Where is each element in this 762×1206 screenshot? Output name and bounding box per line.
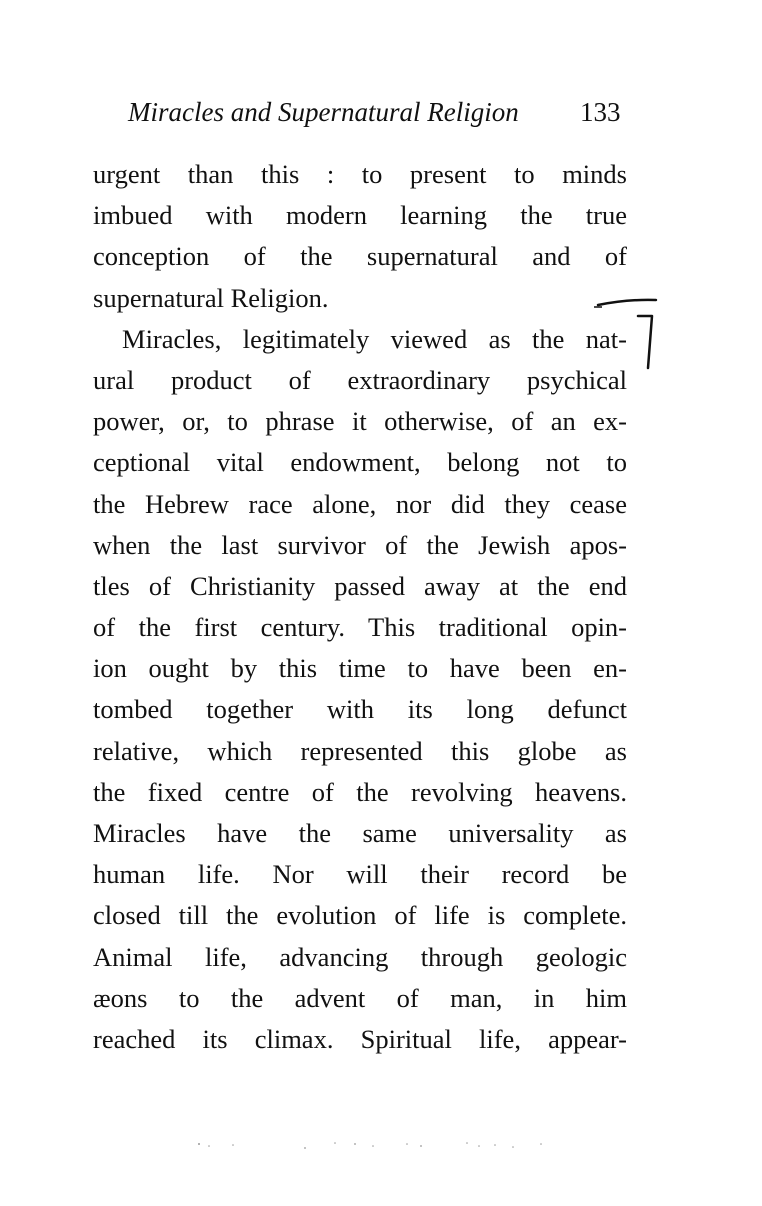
text-line: power, or, to phrase it otherwise, of an ex-: [93, 406, 627, 437]
text-line: Animal life, advancing through geologic: [93, 941, 627, 972]
body-text: [93, 154, 627, 1060]
text-line: Miracles have the same universality as: [93, 818, 627, 848]
text-line: when the last survivor of the Jewish apos-: [93, 529, 627, 560]
running-header: [128, 92, 628, 132]
text-line: reached its climax. Spiritual life, appear-: [93, 1023, 627, 1054]
text-line: æons to the advent of man, in him: [93, 982, 627, 1013]
text-line: ceptional vital endowment, belong not to: [93, 447, 627, 478]
text-line: imbued with modern learning the true: [93, 200, 627, 231]
text-line: supernatural Religion.: [93, 282, 329, 313]
scan-noise: [195, 1138, 555, 1152]
margin-bracket-mark-icon: [588, 283, 658, 383]
text-line: urgent than this : to present to minds: [93, 159, 627, 189]
text-line: the Hebrew race alone, nor did they cease: [93, 488, 627, 519]
text-line: relative, which represented this globe as: [93, 735, 627, 766]
text-line: closed till the evolution of life is complete.: [93, 900, 627, 931]
page-number: 133: [580, 97, 621, 127]
text-line: ural product of extraordinary psychical: [93, 364, 627, 395]
text-line: Miracles, legitimately viewed as the nat-: [122, 323, 627, 354]
text-line: conception of the supernatural and of: [93, 241, 627, 272]
text-line: ion ought by this time to have been en-: [93, 653, 627, 684]
text-line: the fixed centre of the revolving heavens.: [93, 776, 627, 807]
text-line: of the first century. This traditional opin-: [93, 612, 627, 643]
text-line: human life. Nor will their record be: [93, 859, 627, 890]
text-line: tles of Christianity passed away at the end: [93, 570, 627, 601]
running-title: Miracles and Supernatural Religion: [128, 97, 519, 127]
text-line: tombed together with its long defunct: [93, 694, 627, 725]
